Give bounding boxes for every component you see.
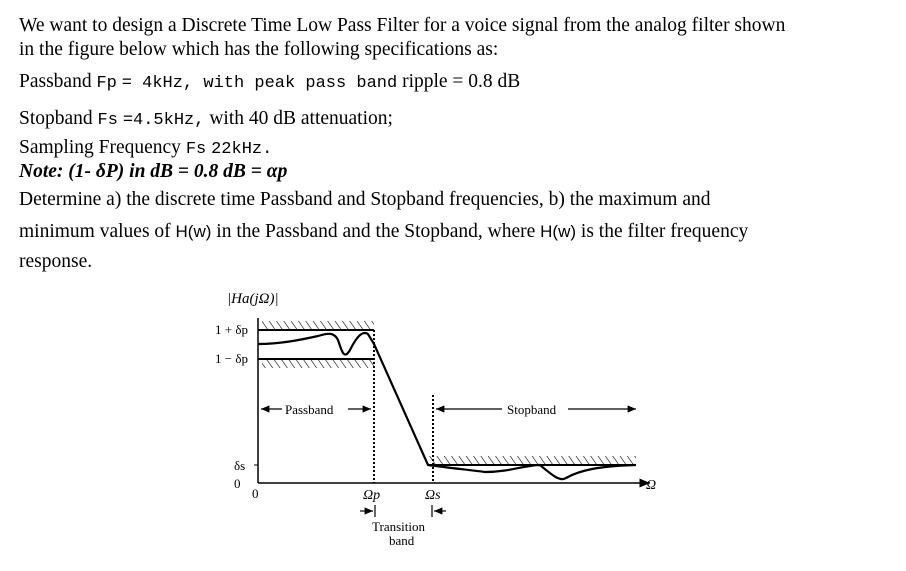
stopband-eq: =4.5kHz, [122, 111, 205, 130]
stopband-rest: with 40 dB attenuation; [209, 108, 393, 129]
stopband-tolerance-hatch [428, 456, 636, 465]
sampling-value: 22kHz. [211, 140, 273, 159]
problem-line-2: in the figure below which has the following specifications as: [19, 39, 499, 60]
hw-symbol-1: H(w) [175, 222, 212, 241]
stopband-label: Stopband [507, 402, 557, 417]
determine-line-3: response. [19, 251, 93, 272]
tick-stop-label: δs [234, 458, 246, 473]
determine-line-1: Determine a) the discrete time Passband and Stopband frequencies, b) the maximum and [19, 189, 711, 210]
passband-eq: = 4kHz, with peak pass band [121, 74, 398, 93]
omega-p-label: Ωp [363, 488, 381, 503]
upper-tolerance-hatch [262, 321, 374, 330]
stopband-label: Stopband [19, 108, 93, 129]
passband-label: Passband [19, 71, 92, 92]
tick-upper-label: 1 + δp [215, 322, 248, 337]
determine-part-b: in the Passband and the Stopband, where [216, 221, 536, 242]
lower-tolerance-hatch [262, 359, 374, 368]
determine-part-c: is the filter frequency [580, 221, 749, 242]
sampling-label: Sampling Frequency [19, 137, 181, 158]
sampling-symbol: Fs [185, 140, 207, 159]
omega-axis-label: Ω [646, 478, 657, 493]
problem-line-1: We want to design a Discrete Time Low Pass Filter for a voice signal from the analog filter shown [19, 15, 786, 36]
tick-zero-y: 0 [234, 476, 241, 491]
tick-zero-x: 0 [252, 486, 259, 501]
stopband-symbol: Fs [97, 111, 118, 130]
passband-symbol: Fp [96, 74, 117, 93]
omega-s-label: Ωs [425, 488, 441, 503]
hw-symbol-2: H(w) [540, 222, 577, 241]
tick-lower-label: 1 − δp [215, 351, 248, 366]
transition-label-2: band [389, 533, 415, 548]
transition-label-1: Transition [372, 519, 425, 534]
note-line: Note: (1- δP) in dB = 0.8 dB = αp [19, 161, 288, 182]
passband-ripple: ripple = 0.8 dB [402, 71, 521, 92]
passband-label: Passband [285, 402, 334, 417]
y-axis-label: |Ha(jΩ)| [227, 291, 279, 307]
determine-part-a: minimum values of [19, 221, 171, 242]
